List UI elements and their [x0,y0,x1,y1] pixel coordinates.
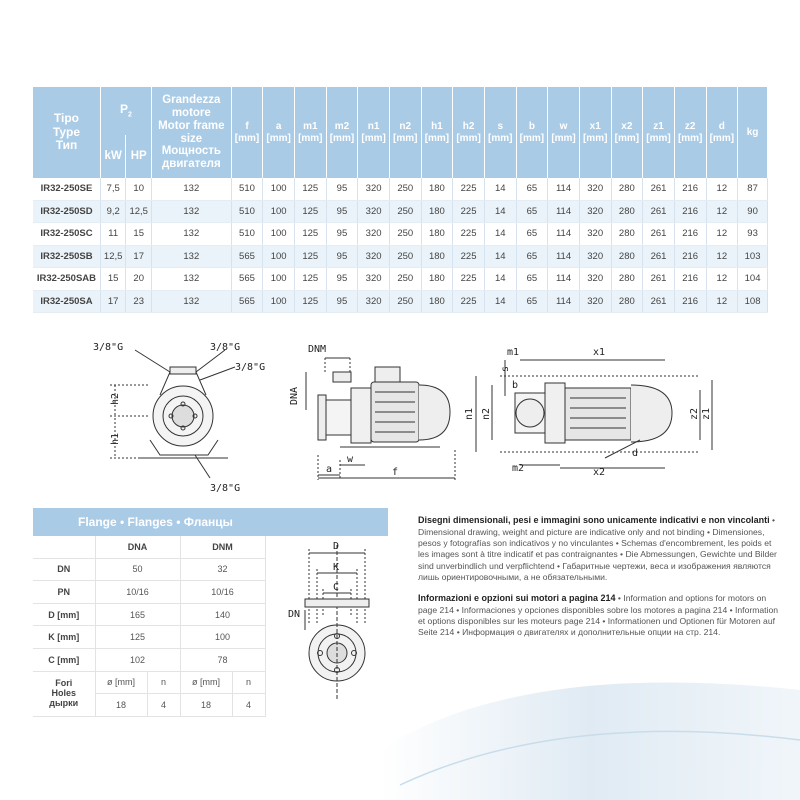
holes-diameter-header: ø [mm] [95,671,147,694]
flange-dnm-value: 78 [180,648,265,671]
header-dim: x1 [mm] [579,87,611,178]
table-cell: 125 [294,178,326,200]
table-cell: 250 [389,223,421,246]
table-cell: 261 [643,200,675,223]
table-cell: 100 [263,245,295,268]
flange-dnm-value: 10/16 [180,581,265,604]
header-dim: m1 [mm] [294,87,326,178]
table-cell: 320 [358,268,390,291]
table-cell: 180 [421,178,453,200]
flange-dnm-value: 140 [180,603,265,626]
table-cell: 14 [484,200,516,223]
table-cell: 65 [516,200,548,223]
table-cell: 132 [151,178,231,200]
flange-col-dnm: DNM [180,536,265,558]
table-cell: 320 [358,223,390,246]
table-cell: 114 [548,290,580,313]
table-cell: 225 [453,178,485,200]
model-name: IR32-250SC [33,223,100,246]
label-s: s [500,365,511,372]
label-z1: z1 [701,407,712,420]
note-disclaimer: Disegni dimensionali, pesi e immagini sono unicamente indicativi e non vincolanti • Dimensional drawing, weight and picture are indicative only and not binding • Dimensiones, pesos y fotografías son indicativos y no vinculantes • Schemas d'encombrement, les poids et les images sont à titre indicatif et pas contraignantes • Die Abmessungen, Gewichte und Bilder sind unverbindlich und verpflichtend • Габаритные чертежи, веса и изображения являются лишь ориентировочными, а не обязательными. [418,515,777,582]
model-name: IR32-250SD [33,200,100,223]
table-cell: 9,2 [100,200,126,223]
header-tipo: Tipo Type Тип [33,87,100,178]
model-name: IR32-250SA [33,290,100,313]
table-cell: 93 [738,223,768,246]
table-cell: 14 [484,178,516,200]
table-cell: 280 [611,245,643,268]
pump-top-view [476,360,712,468]
holes-count-value: 4 [232,694,265,717]
table-cell: 65 [516,268,548,291]
table-cell: 95 [326,268,358,291]
label-g4: 3/8"G [210,483,241,494]
table-cell: 95 [326,290,358,313]
flange-row-label: PN [33,581,95,604]
table-cell: 14 [484,245,516,268]
table-cell: 180 [421,268,453,291]
flange-row-label: C [mm] [33,648,95,671]
header-dim: w [mm] [548,87,580,178]
table-cell: 100 [263,200,295,223]
table-row [33,268,768,291]
header-dim: m2 [mm] [326,87,358,178]
label-x2: x2 [593,467,606,478]
label-g3: 3/8"G [235,362,266,373]
label-g1: 3/8"G [93,342,124,353]
header-dim: d [mm] [706,87,738,178]
flange-label-k: K [333,562,340,573]
header-dim: z2 [mm] [674,87,706,178]
table-cell: 20 [126,268,152,291]
flange-dna-value: 125 [95,626,180,649]
table-cell: 15 [126,223,152,246]
flange-label-d: D [333,541,340,552]
table-cell: 180 [421,200,453,223]
header-kg: kg [738,87,768,178]
header-dim: f [mm] [231,87,263,178]
table-cell: 17 [126,245,152,268]
holes-count-header: n [147,671,180,694]
label-b: b [512,380,519,391]
table-row [33,178,768,200]
label-dna: DNA [289,386,300,405]
header-dim: h1 [mm] [421,87,453,178]
table-row [33,200,768,223]
table-cell: 15 [100,268,126,291]
holes-diameter-header: ø [mm] [180,671,232,694]
table-cell: 125 [294,223,326,246]
flange-dnm-value: 32 [180,558,265,581]
holes-count-header: n [232,671,265,694]
label-h2: h2 [110,392,121,405]
table-cell: 280 [611,200,643,223]
table-cell: 65 [516,178,548,200]
table-cell: 95 [326,223,358,246]
holes-diameter-value: 18 [95,694,147,717]
model-name: IR32-250SB [33,245,100,268]
table-cell: 510 [231,178,263,200]
table-cell: 103 [738,245,768,268]
table-cell: 12,5 [100,245,126,268]
flange-dna-value: 10/16 [95,581,180,604]
table-cell: 250 [389,268,421,291]
technical-drawings [0,330,800,500]
header-dim: a [mm] [263,87,295,178]
label-dnm: DNM [308,344,327,355]
table-cell: 225 [453,223,485,246]
table-cell: 125 [294,290,326,313]
flange-dna-value: 165 [95,603,180,626]
table-cell: 65 [516,223,548,246]
table-cell: 261 [643,223,675,246]
table-cell: 250 [389,178,421,200]
header-dim: n2 [mm] [389,87,421,178]
flange-row-label: D [mm] [33,603,95,626]
table-cell: 180 [421,290,453,313]
table-cell: 14 [484,223,516,246]
table-cell: 320 [579,290,611,313]
table-cell: 261 [643,268,675,291]
flange-row-label: DN [33,558,95,581]
label-z2: z2 [689,407,700,420]
table-cell: 510 [231,200,263,223]
note-motors: Informazioni e opzioni sui motori a pagina 214 • Information and options for motors on page 214 • Informaciones y opciones disponibles sobre los motores a pagina 214 • Information et options disponibles sur les moteurs page 214 • Informationen und Optionen für Motoren auf Seite 214 • Информация о двигателях и дополнительные опции на стр. 214. [418,593,779,638]
table-cell: 216 [674,245,706,268]
table-cell: 565 [231,290,263,313]
table-cell: 280 [611,223,643,246]
header-kw: kW [100,135,126,178]
table-cell: 23 [126,290,152,313]
table-cell: 225 [453,290,485,313]
table-cell: 12,5 [126,200,152,223]
table-cell: 320 [358,290,390,313]
table-cell: 565 [231,245,263,268]
table-cell: 225 [453,245,485,268]
table-cell: 65 [516,245,548,268]
header-dim: z1 [mm] [643,87,675,178]
table-cell: 216 [674,290,706,313]
table-cell: 216 [674,200,706,223]
table-row [33,245,768,268]
table-cell: 250 [389,245,421,268]
table-cell: 114 [548,268,580,291]
header-dim: s [mm] [484,87,516,178]
table-cell: 225 [453,268,485,291]
table-cell: 250 [389,200,421,223]
table-cell: 132 [151,245,231,268]
flange-dna-value: 50 [95,558,180,581]
table-cell: 114 [548,245,580,268]
table-cell: 100 [263,223,295,246]
label-n2: n2 [481,407,492,420]
dimensions-table [33,87,768,313]
table-cell: 125 [294,245,326,268]
table-cell: 100 [263,178,295,200]
table-cell: 132 [151,268,231,291]
label-g2: 3/8"G [210,342,241,353]
table-cell: 216 [674,268,706,291]
flange-corner [33,536,95,558]
label-f: f [392,467,399,478]
label-m1: m1 [507,347,520,358]
table-cell: 14 [484,290,516,313]
table-cell: 14 [484,268,516,291]
header-motor-frame: Grandezza motore Motor frame size Мощность двигателя [151,87,231,178]
table-cell: 280 [611,268,643,291]
table-cell: 12 [706,290,738,313]
holes-diameter-value: 18 [180,694,232,717]
table-cell: 261 [643,290,675,313]
holes-count-value: 4 [147,694,180,717]
table-cell: 114 [548,178,580,200]
table-cell: 216 [674,223,706,246]
table-cell: 320 [579,223,611,246]
label-d: d [632,448,639,459]
flange-dna-value: 102 [95,648,180,671]
table-cell: 12 [706,200,738,223]
table-cell: 132 [151,223,231,246]
flange-row-label: K [mm] [33,626,95,649]
table-cell: 132 [151,290,231,313]
table-cell: 95 [326,178,358,200]
table-cell: 95 [326,245,358,268]
flange-label-c: C [333,582,340,593]
header-dim: h2 [mm] [453,87,485,178]
table-cell: 114 [548,200,580,223]
table-cell: 320 [358,178,390,200]
table-cell: 104 [738,268,768,291]
table-cell: 280 [611,178,643,200]
model-name: IR32-250SAB [33,268,100,291]
table-cell: 12 [706,268,738,291]
table-cell: 132 [151,200,231,223]
table-cell: 125 [294,200,326,223]
flange-dnm-value: 100 [180,626,265,649]
table-cell: 12 [706,223,738,246]
table-row [33,290,768,313]
table-cell: 10 [126,178,152,200]
table-cell: 225 [453,200,485,223]
label-x1: x1 [593,347,606,358]
table-cell: 90 [738,200,768,223]
table-cell: 12 [706,178,738,200]
pump-side-view [306,358,455,480]
table-cell: 320 [358,200,390,223]
flange-holes-label: Fori Holes дырки [33,671,95,716]
table-cell: 261 [643,245,675,268]
table-cell: 87 [738,178,768,200]
flange-row [33,558,265,581]
label-w: w [347,454,354,465]
header-dim: x2 [mm] [611,87,643,178]
table-cell: 108 [738,290,768,313]
table-cell: 320 [579,178,611,200]
table-cell: 95 [326,200,358,223]
table-cell: 11 [100,223,126,246]
table-cell: 261 [643,178,675,200]
table-cell: 17 [100,290,126,313]
table-cell: 65 [516,290,548,313]
table-cell: 565 [231,268,263,291]
flange-label-dn: DN [288,609,301,620]
notes-block [418,515,778,649]
table-cell: 320 [358,245,390,268]
table-cell: 7,5 [100,178,126,200]
table-cell: 100 [263,268,295,291]
table-cell: 125 [294,268,326,291]
table-cell: 180 [421,223,453,246]
header-dim: n1 [mm] [358,87,390,178]
table-cell: 510 [231,223,263,246]
header-hp: HP [126,135,152,178]
header-p2: $P_2$ [100,87,151,135]
label-a: a [326,464,333,475]
table-cell: 216 [674,178,706,200]
label-n1: n1 [464,407,475,420]
table-cell: 12 [706,245,738,268]
table-row [33,223,768,246]
label-m2: m2 [512,463,525,474]
flange-title: Flange • Flanges • Фланцы [33,508,388,536]
table-cell: 320 [579,245,611,268]
header-dim: b [mm] [516,87,548,178]
table-cell: 180 [421,245,453,268]
table-cell: 320 [579,268,611,291]
table-cell: 114 [548,223,580,246]
table-cell: 100 [263,290,295,313]
flange-col-dna: DNA [95,536,180,558]
pump-front-view [110,350,235,478]
table-cell: 320 [579,200,611,223]
label-h1: h1 [110,432,121,445]
model-name: IR32-250SE [33,178,100,200]
table-cell: 280 [611,290,643,313]
table-cell: 250 [389,290,421,313]
